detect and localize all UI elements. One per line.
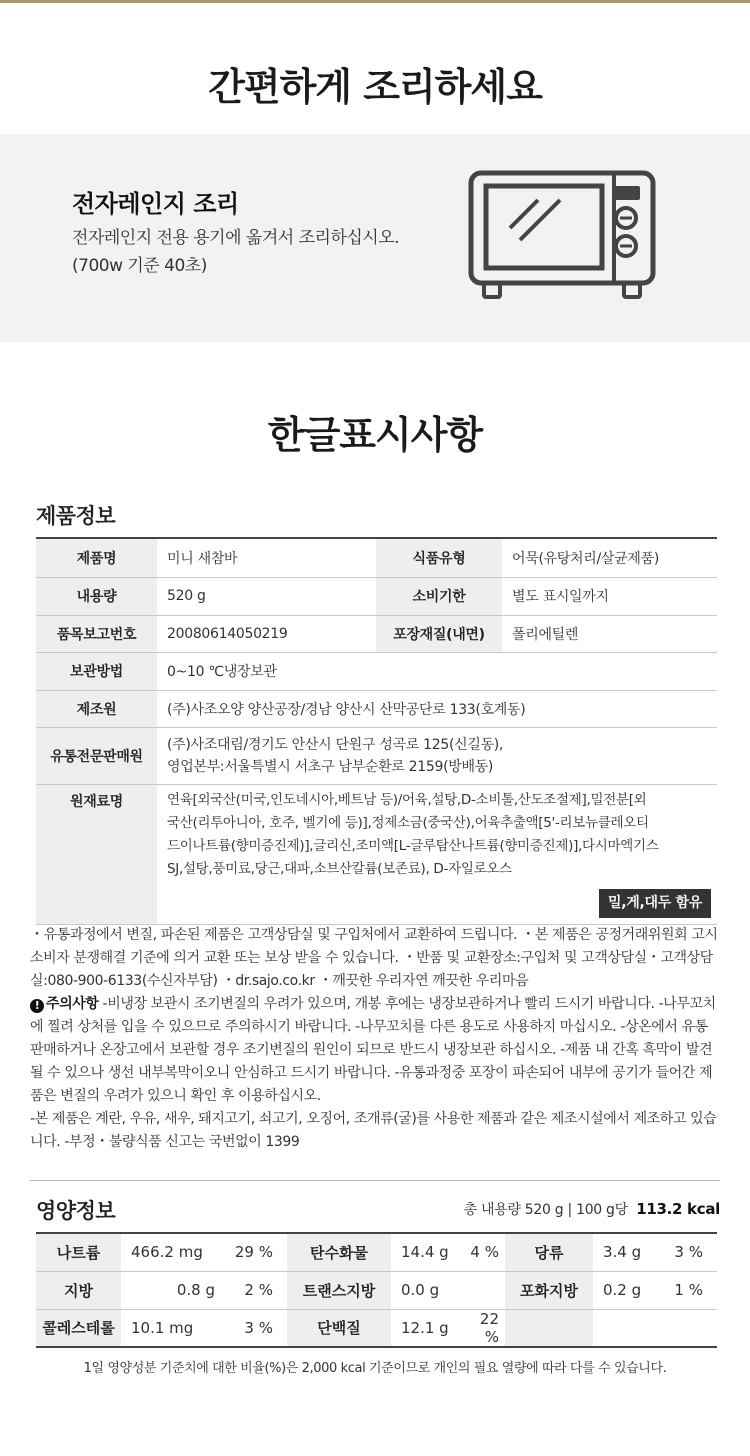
product-info-table xyxy=(36,537,717,925)
distributor-line2: 영업본부:서울특별시 서초구 남부순환로 2159(방배동) xyxy=(167,758,494,775)
cooking-heading: 간편하게 조리하세요 xyxy=(208,65,542,109)
ingredients-line: 국산(리투아니아, 호주, 벨기에 등)],정제소금(중국산),어육추출액[5'-리보뉴클레오티 xyxy=(167,814,649,831)
cooking-method-title: 전자레인지 조리 xyxy=(72,190,239,218)
nutrient-percent: 4 % xyxy=(461,1233,505,1271)
nutrient-name xyxy=(505,1309,593,1347)
field-value: 별도 표시일까지 xyxy=(502,577,717,615)
table-row xyxy=(36,577,717,615)
caution-paragraph xyxy=(30,993,720,1108)
top-accent-line xyxy=(0,0,750,3)
table-row xyxy=(36,1271,717,1309)
nutrient-amount: 0.0 g xyxy=(391,1271,461,1309)
field-label: 제품명 xyxy=(36,538,157,577)
field-label: 소비기한 xyxy=(376,577,502,615)
distributor-value xyxy=(157,727,717,784)
allergy-badge: 밀,게,대두 함유 xyxy=(599,889,711,918)
ingredients-line: 연육[외국산(미국,인도네시아,베트남 등)/어육,설탕,D-소비톨,산도조절제],밀전분[외 xyxy=(167,791,647,808)
nutrient-name: 나트륨 xyxy=(36,1233,121,1271)
nutrient-name: 탄수화물 xyxy=(287,1233,391,1271)
nutrient-percent: 3 % xyxy=(225,1309,287,1347)
field-value: 미니 새참바 xyxy=(157,538,376,577)
ingredients-line: SJ,설탕,풍미료,당근,대파,소브산칼륨(보존료), D-자일로오스 xyxy=(167,860,512,877)
nutrient-name: 포화지방 xyxy=(505,1271,593,1309)
nutrient-name: 트랜스지방 xyxy=(287,1271,391,1309)
field-label: 포장재질(내면) xyxy=(376,615,502,652)
ingredients-value xyxy=(157,784,717,924)
nutrition-kcal: 113.2 kcal xyxy=(636,1200,720,1218)
table-row xyxy=(36,1309,717,1347)
nutrient-amount: 0.2 g xyxy=(593,1271,655,1309)
nutrient-percent: 2 % xyxy=(225,1271,287,1309)
field-value: 520 g xyxy=(157,577,376,615)
facility-paragraph: -본 제품은 계란, 우유, 새우, 돼지고기, 쇠고기, 오징어, 조개류(굴)를 사용한 제품과 같은 제조시설에서 제조하고 있습니다. -부정・불량식품 신고는 국번없이 1399 xyxy=(30,1111,717,1150)
nutrient-percent: 29 % xyxy=(225,1233,287,1271)
storage-label: 보관방법 xyxy=(36,652,157,690)
notice-paragraph: ・유통과정에서 변질, 파손된 제품은 고객상담실 및 구입처에서 교환하여 드립니다. ・본 제품은 공정거래위원회 고시 소비자 분쟁해결 기준에 의거 교환 또는 보상 받을 수 있습니다. ・반품 및 교환장소:구입처 및 고객상담실・고객상담실:080-900-6133(수신자부담) ・dr.sajo.co.kr ・깨끗한 우리자연 깨끗한 우리마음 xyxy=(30,927,718,989)
distributor-label: 유통전문판매원 xyxy=(36,727,157,784)
maker-label: 제조원 xyxy=(36,690,157,727)
nutrient-amount: 3.4 g xyxy=(593,1233,655,1271)
field-label: 식품유형 xyxy=(376,538,502,577)
caution-label: 주의사항 xyxy=(46,996,99,1012)
nutrient-name: 단백질 xyxy=(287,1309,391,1347)
nutrient-amount: 10.1 mg xyxy=(121,1309,225,1347)
table-row xyxy=(36,615,717,652)
cooking-method-desc xyxy=(72,224,399,280)
product-info-title: 제품정보 xyxy=(36,504,116,528)
cooking-desc-line2: (700w 기준 40초) xyxy=(72,256,207,276)
caution-text: -비냉장 보관시 조기변질의 우려가 있으며, 개봉 후에는 냉장보관하거나 빨리 드시기 바랍니다. -나무꼬치에 찔려 상처를 입을 수 있으므로 주의하시기 바랍니다. -나무꼬치를 다른 용도로 사용하지 마십시오. -상온에서 유통판매하거나 온장고에서 보관할 경우 조기변질의 원인이 되므로 반드시 냉장보관 하십시오. -제품 내 간혹 흑막이 발견될 수 있으나 생선 내부복막이오니 안심하고 드시기 바랍니다. -유통과정중 포장이 파손되어 내부에 공기가 들어간 제품은 변질의 우려가 있으니 확인 후 이용하십시오. xyxy=(30,996,716,1104)
storage-value: 0~10 ℃냉장보관 xyxy=(157,652,717,690)
distributor-line1: (주)사조대림/경기도 안산시 단원구 성곡로 125(신길동), xyxy=(167,736,504,753)
nutrition-table xyxy=(36,1232,717,1348)
nutrition-summary xyxy=(464,1199,720,1219)
nutrition-title: 영양정보 xyxy=(36,1199,116,1223)
field-value: 어묵(유탕처리/살균제품) xyxy=(502,538,717,577)
label-heading: 한글표시사항 xyxy=(267,413,483,457)
nutrition-footnote: 1일 영양성분 기준치에 대한 비율(%)은 2,000 kcal 기준이므로 개인의 필요 열량에 따라 다를 수 있습니다. xyxy=(83,1361,667,1376)
table-row xyxy=(36,727,717,784)
nutrient-percent xyxy=(655,1309,717,1347)
nutrient-amount xyxy=(593,1309,655,1347)
field-value: 20080614050219 xyxy=(157,615,376,652)
warning-icon: ! xyxy=(30,999,44,1013)
maker-value: (주)사조오양 양산공장/경남 양산시 산막공단로 133(호계동) xyxy=(157,690,717,727)
cooking-desc-line1: 전자레인지 전용 용기에 옮겨서 조리하십시오. xyxy=(72,228,400,248)
nutrient-name: 콜레스테롤 xyxy=(36,1309,121,1347)
ingredients-label: 원재료명 xyxy=(36,784,157,924)
nutrient-name: 지방 xyxy=(36,1271,121,1309)
nutrient-amount: 0.8 g xyxy=(121,1271,225,1309)
table-row xyxy=(36,538,717,577)
nutrient-amount: 12.1 g xyxy=(391,1309,461,1347)
notice-text xyxy=(30,924,720,1154)
nutrient-name: 당류 xyxy=(505,1233,593,1271)
field-label: 내용량 xyxy=(36,577,157,615)
nutrient-percent xyxy=(461,1271,505,1309)
microwave-icon xyxy=(468,170,656,300)
ingredients-line: 드이나트륨(향미증진제)],글리신,조미액[L-글루탐산나트륨(향미증진제)],다시마엑기스 xyxy=(167,837,659,854)
table-row xyxy=(36,690,717,727)
field-label: 품목보고번호 xyxy=(36,615,157,652)
nutrient-amount: 466.2 mg xyxy=(121,1233,225,1271)
nutrient-percent: 3 % xyxy=(655,1233,717,1271)
table-row xyxy=(36,1233,717,1271)
nutrition-serving: 총 내용량 520 g | 100 g당 xyxy=(463,1202,628,1218)
nutrient-percent: 1 % xyxy=(655,1271,717,1309)
nutrient-percent: 22 % xyxy=(461,1309,505,1347)
nutrient-amount: 14.4 g xyxy=(391,1233,461,1271)
table-row xyxy=(36,652,717,690)
cooking-section xyxy=(0,134,750,342)
field-value: 폴리에틸렌 xyxy=(502,615,717,652)
nutrition-header xyxy=(30,1180,720,1232)
table-row xyxy=(36,784,717,924)
